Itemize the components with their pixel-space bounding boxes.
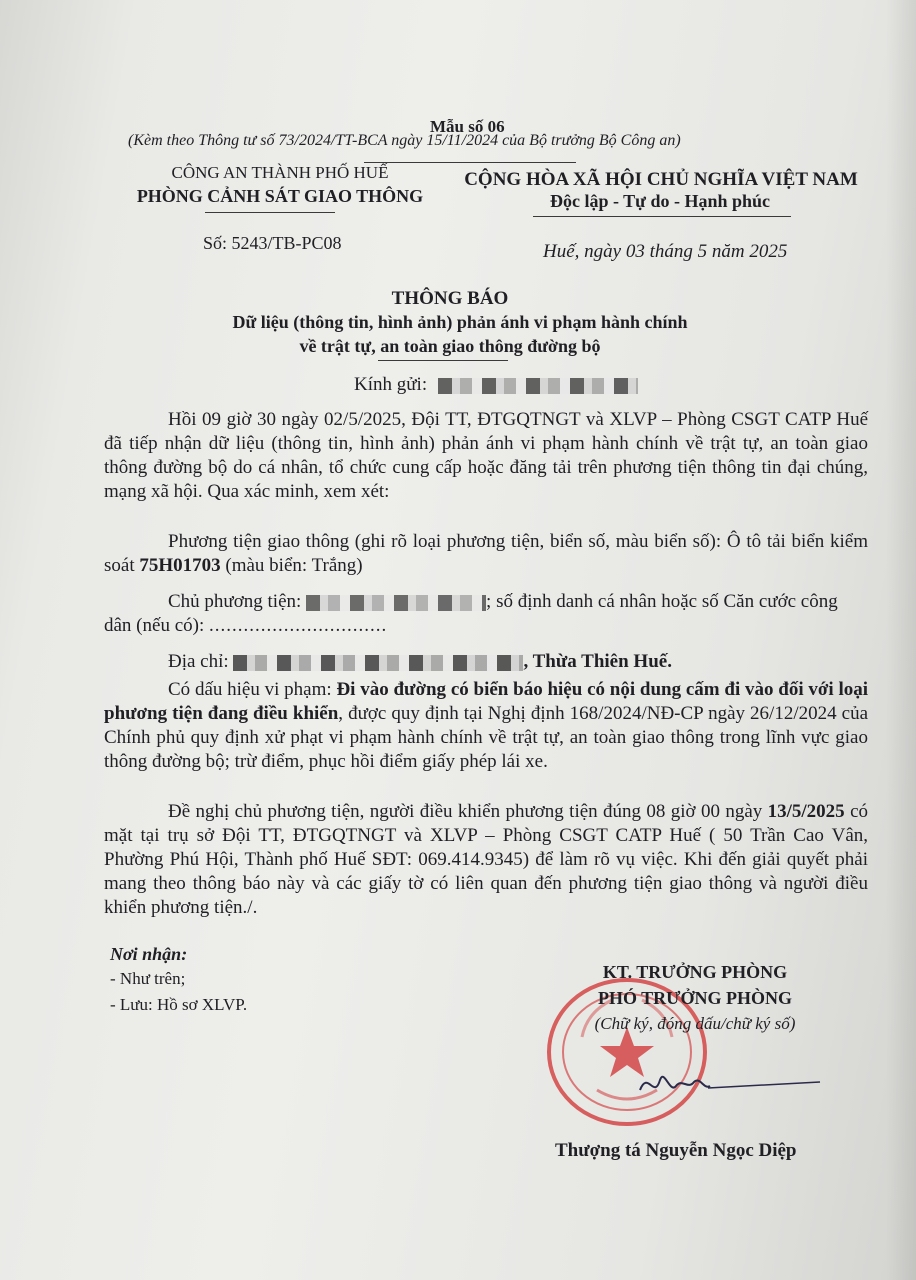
national-motto: Độc lập - Tự do - Hạnh phúc [549, 191, 771, 211]
title-underline [378, 360, 508, 361]
signature-stroke [640, 1077, 710, 1090]
plate-color: (màu biển: Trắng) [225, 555, 363, 576]
recipient-item: - Lưu: Hồ sơ XLVP. [110, 995, 248, 1014]
place-date: Huế, ngày 03 tháng 5 năm 2025 [543, 241, 788, 262]
owner-label: Chủ phương tiện: [168, 591, 302, 612]
request-text: Đề nghị chủ phương tiện, người điều khiển phương tiện đúng 08 giờ 00 ngày [168, 801, 763, 822]
recipient-label-text: Kính gửi: [354, 374, 428, 395]
agency-parent: CÔNG AN THÀNH PHỐ HUẾ [171, 163, 389, 182]
top-rule [364, 162, 576, 163]
recipients-label: Nơi nhận: [110, 944, 188, 964]
redacted-owner [306, 595, 486, 611]
notice-title: THÔNG BÁO [391, 288, 509, 309]
vehicle-paragraph [104, 530, 868, 578]
license-plate: 75H01703 [139, 555, 221, 576]
notice-subtitle-1: Dữ liệu (thông tin, hình ảnh) phản ánh vi phạm hành chính [232, 312, 688, 332]
agency-underline [205, 212, 335, 213]
appointment-date: 13/5/2025 [767, 801, 845, 822]
violation-label: Có dấu hiệu vi phạm: [168, 679, 332, 700]
notice-subtitle-2: về trật tự, an toàn giao thông đường bộ [299, 336, 601, 356]
intro-text: Hồi 09 giờ 30 ngày 02/5/2025, Đội TT, ĐTGQTNGT và XLVP – Phòng CSGT CATP Huế đã tiếp nhận dữ liệu (thông tin, hình ảnh) phản ánh vi phạm hành chính về trật tự, an toàn giao thông đường bộ do cá nhân, tổ chức cung cấp hoặc đăng tải trên phương tiện thông tin đại chúng, mạng xã hội. Qua xác minh, xem xét: [104, 409, 868, 502]
recipient-label [354, 374, 638, 396]
page-shadow [886, 0, 916, 1280]
motto-underline [533, 216, 791, 217]
request-details: có mặt tại trụ sở Đội TT, ĐTGQTNGT và XLVP – Phòng CSGT CATP Huế ( 50 Trần Cao Vân, Phường Phú Hội, Thành phố Huế SĐT: 069.414.9345) để làm rõ vụ việc. Khi đến giải quyết phải mang theo thông báo này và các giấy tờ có liên quan đến phương tiện giao thông và người điều khiển phương tiện./. [104, 801, 868, 918]
form-number: Mẫu số 06 [430, 117, 505, 136]
recipient-item: - Như trên; [110, 969, 186, 988]
signatory-name: Thượng tá Nguyễn Ngọc Diệp [555, 1140, 797, 1161]
intro-paragraph [104, 408, 868, 504]
redacted-recipient [438, 378, 638, 394]
redacted-address [233, 655, 523, 671]
handwritten-signature [630, 1060, 830, 1110]
vehicle-text: Phương tiện giao thông (ghi rõ loại phương tiện, biển số, màu biển số): Ô tô tải biển kiểm soát [104, 531, 868, 576]
violation-description: Đi vào đường có biển báo hiệu có nội dung cấm đi vào đối với loại phương tiện đang điều khiển [104, 679, 869, 724]
document-number: Số: 5243/TB-PC08 [203, 233, 342, 253]
nation-name: CỘNG HÒA XÃ HỘI CHỦ NGHĨA VIỆT NAM [464, 169, 858, 190]
form-reference: (Kèm theo Thông tư số 73/2024/TT-BCA ngày 15/11/2024 của Bộ trưởng Bộ Công an) [128, 132, 681, 149]
id-dots: ............................... [208, 615, 388, 636]
request-paragraph [104, 800, 868, 920]
violation-paragraph [104, 678, 868, 774]
signature-note: (Chữ ký, đóng dấu/chữ ký số) [594, 1014, 796, 1033]
address-paragraph [104, 650, 868, 674]
signature-stroke [708, 1082, 820, 1088]
signatory-title-1: KT. TRƯỞNG PHÒNG [602, 962, 788, 982]
violation-legal-basis: , được quy định tại Nghị định 168/2024/NĐ-CP ngày 26/12/2024 của Chính phủ quy định xử phạt vi phạm hành chính về trật tự, an toàn giao thông trong lĩnh vực giao thông đường bộ; trừ điểm, phục hồi điểm giấy phép lái xe. [104, 703, 869, 772]
address-label: Địa chỉ: [168, 651, 229, 672]
owner-paragraph [104, 590, 868, 638]
address-province: , Thừa Thiên Huế. [523, 651, 672, 672]
agency-name: PHÒNG CẢNH SÁT GIAO THÔNG [136, 186, 424, 206]
owner-suffix: ; số định danh cá nhân hoặc số Căn cước công dân (nếu có): [104, 591, 838, 636]
signatory-title-2: PHÓ TRƯỞNG PHÒNG [597, 988, 792, 1008]
